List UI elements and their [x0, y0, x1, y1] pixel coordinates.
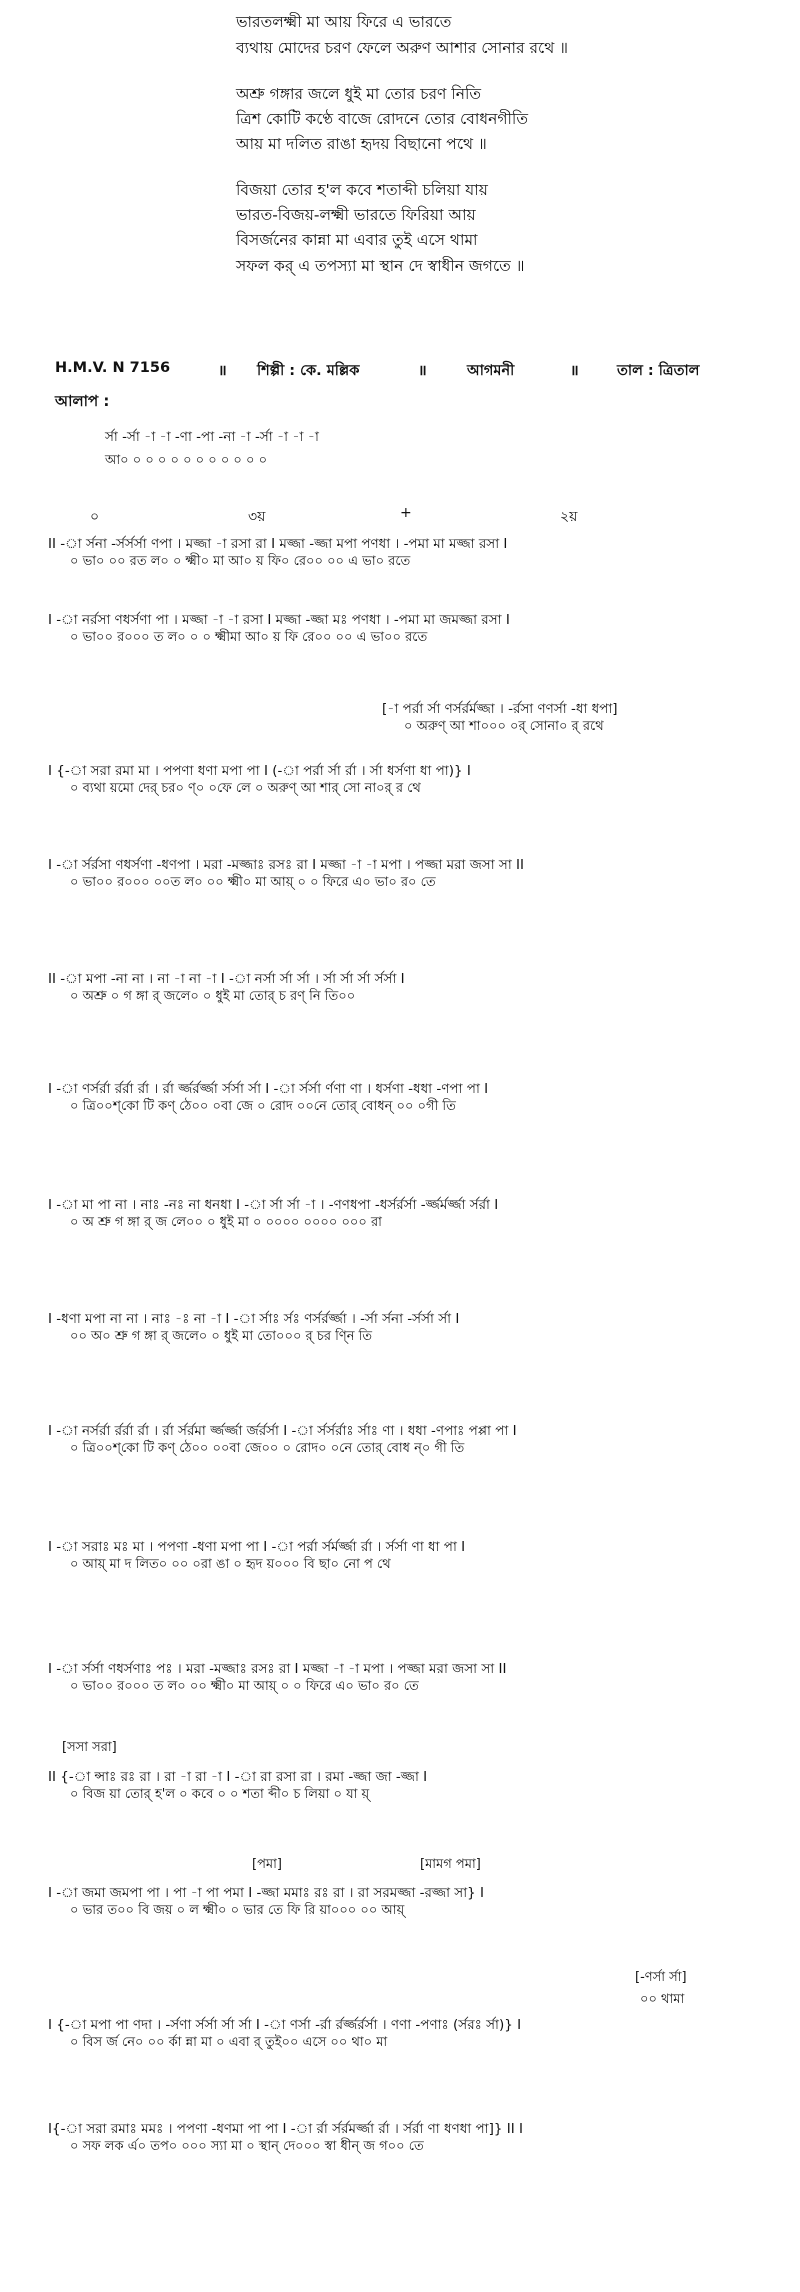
taal-mark-sam: + — [400, 505, 412, 521]
lyric-line: ভারতলক্ষ্মী মা আয় ফিরে এ ভারতে — [236, 13, 452, 31]
notation-row — [48, 1660, 768, 1696]
header-separator: ॥ — [570, 363, 579, 379]
swara-line: I -া র্সর্রসা ণধর্সণা -ধণপা । মরা -মজ্জাঃ রসঃ রা I মজ্জা -া -া মপা । পজ্জা মরা জসা সা II — [48, 857, 524, 873]
lyric-line: ভারত-বিজয়-লক্ষ্মী ভারতে ফিরিয়া আয় — [236, 206, 476, 224]
lyric-line: ত্রিশ কোটি কণ্ঠে বাজে রোদনে তোর বোধনগীতি — [236, 110, 528, 128]
lyric-syllables: ০ ত্রি০০শ্‌কো টি কণ্ ঠে০০ ০০বা জে০০ ০ রোদ০ ০নে তোর্ বোধ ন্০ গী তি — [70, 1441, 465, 1456]
taal-mark-second: ২য় — [560, 509, 578, 525]
swara-line: I -া ণর্সর্রা র্রর্রা র্রা । র্রা র্জ্জর্রর্জ্জা র্সর্সা র্সা I -া র্সর্সা র্ণণা ণা । ধর্সণা -ধধা -ণপা পা I — [48, 1081, 489, 1097]
lyric-line: সফল কর্ এ তপস্যা মা স্থান দে স্বাধীন জগতে ॥ — [236, 257, 525, 275]
notation-row — [48, 1768, 768, 1804]
lyric-syllables: ০ ব্যথা য়মো দের্ চর০ ণ্০ ০ফে লে ০ অরুণ্ আ শার্ সো না০র্ র থে — [70, 781, 421, 796]
swara-line: I{-া সরা রমাঃ মমঃ । পপণা -ধণমা পা পা I -া র্রা র্সর্রমর্জ্জা র্রা । র্সর্রা ণা ধণধা পা]} II I — [48, 2121, 523, 2137]
swara-line: II -া র্সনা -র্সর্সর্সা ণপা । মজ্জা -া রসা রা I মজ্জা -জ্জা মপা পণধা । -পমা মা মজ্জা রসা I — [48, 536, 508, 552]
swara-line: II -া মপা -না না । না -া না -া I -া নর্সা র্সা র্সা । র্সা র্সা র্সা র্সর্সা I — [48, 971, 405, 987]
notation-row — [48, 762, 768, 798]
lyric-syllables: ০০ অ০ শ্রু গ ঙ্গা র্ জলে০ ০ ধুই মা তো০০০ র্ চর ণ্নি তি — [70, 1329, 373, 1344]
swara-line: I {-া সরা রমা মা । পপণা ধণা মপা পা I (-া পর্রা র্সা র্রা । র্সা ধর্সণা ধা পা)} I — [48, 763, 471, 779]
lyric-syllables: ০ সফ লক র্এ০ তপ০ ০০০ স্যা মা ০ স্থান্ দে০০০ স্বা ধীন্ জ গ০০ তে — [70, 2139, 424, 2154]
annotation-alternate-lyric: ০০ থামা — [640, 1992, 685, 2007]
notation-row — [48, 2016, 768, 2052]
lyric-line: আয় মা দলিত রাঙা হৃদয় বিছানো পথে ॥ — [236, 135, 487, 153]
notation-row — [48, 611, 768, 647]
notation-row — [48, 1538, 768, 1574]
notation-row-alternate — [382, 700, 772, 736]
artist-name: শিল্পী : কে. মল্লিক — [257, 363, 360, 379]
swara-line: I -ধণা মপা না না । নাঃ -ঃ না -া I -া র্সাঃ র্সঃ ণর্সর্রর্জ্জা । -র্সা র্সনা -র্সর্সা র্সা I — [48, 1311, 460, 1327]
notation-row — [48, 1310, 768, 1346]
notation-row — [48, 1884, 768, 1920]
lyric-syllables: ০ ভা০ ০০ রত ল০ ০ ক্ষ্মী০ মা আ০ য় ফি০ রে০০ ০০ এ ভা০ রতে — [70, 554, 411, 569]
header-separator: ॥ — [418, 363, 427, 379]
lyric-syllables: ০ বিজ য়া তোর্ হ'ল ০ কবে ০ ০ শতা ব্দী০ চ লিয়া ০ যা য়্ — [70, 1787, 370, 1802]
lyric-syllables: আ০ ০ ০ ০ ০ ০ ০ ০ ০ ০ ০ ০ — [105, 453, 268, 468]
lyric-line: অশ্রু গঙ্গার জলে ধুই মা তোর চরণ নিতি — [236, 85, 482, 103]
lyric-syllables: ০ অ শ্রু গ ঙ্গা র্ জ লে০০ ০ ধুই মা ০ ০০০০ ০০০০ ০০০ রা — [70, 1215, 382, 1230]
annotation-alternate: [পমা] — [252, 1857, 282, 1872]
lyric-syllables: ০ ভার ত০০ বি জয় ০ ল ক্ষ্মী০ ০ ভার তে ফি রি য়া০০০ ০০ আয়্ — [70, 1903, 405, 1918]
swara-line: I -া নর্সর্রা র্রর্রা র্রা । র্রা র্সর্রমা র্জ্জর্জ্জা র্জর্রর্সা I -া র্সর্সর্রাঃ র্সাঃ ণা । ধধা -ণপাঃ পপ্পা পা I — [48, 1423, 517, 1439]
annotation-alternate: [মামগ পমা] — [420, 1857, 481, 1872]
swara-line: র্সা -র্সা -া -া -ণা -পা -না -া -র্সা -া -া -া — [105, 429, 319, 445]
lyric-syllables: ০ ভা০০ র০০০ ত ল০ ০ ০ ক্ষ্মীমা আ০ য় ফি রে০০ ০০ এ ভা০০ রতে — [70, 630, 428, 645]
lyric-syllables: ০ আয়্ মা দ লিত০ ০০ ০রা ঙা ০ হৃদ য়০০০ বি ছা০ নো প থে — [70, 1557, 391, 1572]
swara-line: I -া জমা জমপা পা । পা -া পা পমা I -জ্জা মমাঃ রঃ রা । রা সরমজ্জা -রজ্জা সা} I — [48, 1885, 485, 1901]
lyric-syllables: ০ ত্রি০০শ্‌কো টি কণ্ ঠে০০ ০বা জে ০ রোদ ০০নে তোর্ বোধন্ ০০ ০গী তি — [70, 1099, 456, 1114]
swara-line: I -া র্সর্সা ণধর্সণাঃ পঃ । মরা -মজ্জাঃ রসঃ রা I মজ্জা -া -া মপা । পজ্জা মরা জসা সা II — [48, 1661, 507, 1677]
swara-line: I -া নর্রসা ণধর্সণা পা । মজ্জা -া -া রসা I মজ্জা -জ্জা মঃ পণধা । -পমা মা জমজ্জা রসা I — [48, 612, 510, 628]
annotation-alternate: [সসা সরা] — [62, 1740, 117, 1755]
raga-name: আগমনী — [467, 363, 515, 379]
lyric-syllables: ০ অরুণ্ আ শা০০০ ০র্ সোনা০ র্ রথে — [404, 719, 604, 734]
swara-line: [-া পর্রা র্সা ণর্সর্রর্মজ্জা । -র্রসা ণণর্সা -ধা ধপা] — [382, 701, 618, 717]
notation-row — [48, 856, 768, 892]
lyric-syllables: ০ অশ্রু ০ গ ঙ্গা র্ জলে০ ০ ধুই মা তোর্ চ রণ্ নি তি০০ — [70, 989, 356, 1004]
lyric-syllables: ০ ভা০০ র০০০ ত ল০ ০০ ক্ষ্মী০ মা আয়্ ০ ০ ফিরে এ০ ভা০ র০ তে — [70, 1679, 419, 1694]
swara-line: I {-া মপা পা ণদা । -র্সণা র্সর্সা র্সা র্সা I -া ণর্সা -র্রা র্রর্জ্জর্রর্সা । ণণা -পণাঃ (র্সরঃ র্সা)} I — [48, 2017, 522, 2033]
lyric-syllables: ০ ভা০০ র০০০ ০০ত ল০ ০০ ক্ষ্মী০ মা আয়্ ০ ০ ফিরে এ০ ভা০ র০ তে — [70, 875, 436, 890]
lyric-line: বিসর্জনের কান্না মা এবার তুই এসে থামা — [236, 231, 478, 249]
notation-row — [48, 2120, 768, 2156]
notation-row — [48, 1422, 768, 1458]
swara-line: II {-া ন্সাঃ রঃ রা । রা -া রা -া I -া রা রসা রা । রমা -জ্জা জা -জ্জা I — [48, 1769, 428, 1785]
record-number: H.M.V. N 7156 — [55, 360, 171, 376]
header-separator: ॥ — [218, 363, 227, 379]
lyric-line: ব্যথায় মোদের চরণ ফেলে অরুণ আশার সোনার রথে ॥ — [236, 39, 568, 57]
notation-row — [48, 1196, 768, 1232]
swara-line: I -া মা পা না । নাঃ -নঃ না ধনধা I -া র্সা র্সা -া । -ণণধপা -ধর্সর্রর্সা -র্জ্জর্মর্জ্জা র্সর্রা I — [48, 1197, 499, 1213]
swara-line: I -া সরাঃ মঃ মা । পপণা -ধণা মপা পা I -া পর্রা র্সর্মর্জ্জা র্রা । র্সর্সা ণা ধা পা I — [48, 1539, 466, 1555]
alap-label: আলাপ : — [55, 392, 110, 410]
notation-row — [48, 1080, 768, 1116]
annotation-alternate: [-ণর্সা র্সা] — [635, 1970, 687, 1985]
tala-name: তাল : ত্রিতাল — [617, 363, 700, 379]
taal-mark-third: ৩য় — [248, 509, 266, 525]
taal-mark-khali: ০ — [90, 509, 100, 525]
notation-row — [48, 970, 768, 1006]
notation-row — [48, 535, 768, 571]
lyric-syllables: ০ বিস র্জ নে০ ০০ র্কা ন্না মা ০ এবা র্ তুই০০ এসে ০০ থা০ মা — [70, 2035, 388, 2050]
lyric-line: বিজয়া তোর হ'ল কবে শতাব্দী চলিয়া যায় — [236, 181, 488, 199]
alap-notation — [105, 428, 800, 470]
